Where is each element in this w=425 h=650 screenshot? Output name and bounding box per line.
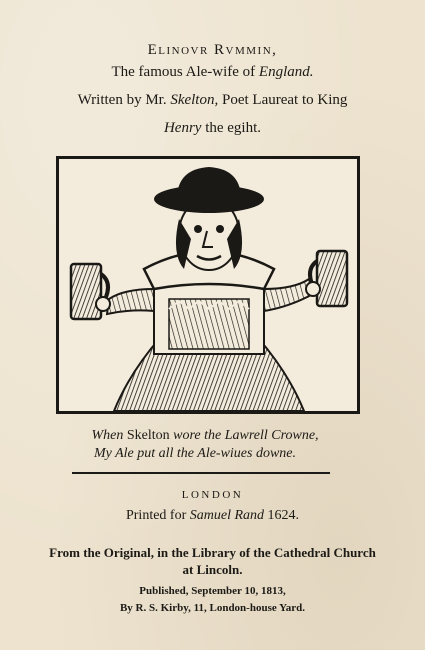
verse-line-2: My Ale put all the Ale-wiues downe. [93,446,297,461]
verse-line-1-suffix: wore the Lawrell Crowne, [169,428,319,443]
king-name: Henry [163,120,202,136]
imprint-printed-line [0,508,425,524]
printer-name: Samuel Rand [189,508,265,523]
printed-year: 1624. [264,508,300,523]
king-line [0,120,425,137]
imprint-place: LONDON [181,489,244,501]
publisher-address: By R. S. Kirby, 11, London-house Yard. [119,602,306,614]
ale-wife-woodcut [59,159,357,411]
subtitle-emphasis: England. [258,64,314,80]
woodcut-illustration [56,156,360,414]
author-prefix: Written by Mr. [77,92,171,108]
divider-rule [72,472,330,474]
subtitle-line [0,64,425,81]
verse-line-1-name: Skelton [126,428,170,443]
original-source-line-1: From the Original, in the Library of the Cathedral Church [49,545,376,560]
author-suffix: Poet Laureat to King [218,92,348,108]
author-name: Skelton, [170,92,219,108]
original-source-line-2: at Lincoln. [182,562,243,577]
verse-line-1 [0,428,410,444]
verse-line-1-prefix: When [91,428,127,443]
printed-prefix: Printed for [125,508,190,523]
publication-date: Published, September 10, 1813, [139,585,286,597]
page-title: Elinovr Rvmmin, [147,42,278,58]
subtitle-text: The famous Ale-wife of [111,64,259,80]
author-line [0,92,425,109]
king-suffix: the egiht. [201,120,262,136]
